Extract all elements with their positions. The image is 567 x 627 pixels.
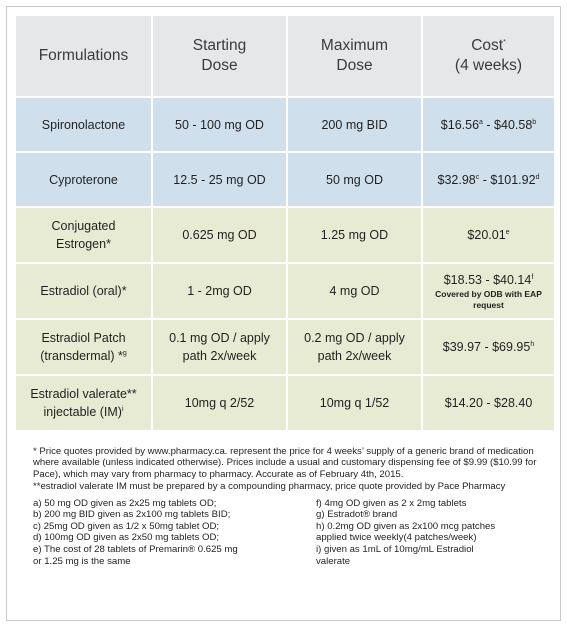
compounding-footnote: **estradiol valerate IM must be prepared by a compounding pharmacy, price quote provided by Pace Pharmacy	[33, 481, 506, 493]
header-maximum-dose: Maximum Dose	[288, 16, 421, 96]
note-item: applied twice weekly(4 patches/week)	[316, 532, 477, 544]
table-row	[16, 376, 554, 430]
coverage-note: Covered by ODB with EAP request	[435, 289, 542, 310]
lettered-notes	[33, 498, 548, 568]
header-formulations: Formulations	[16, 16, 151, 96]
formulation-name: Spironolactone	[16, 98, 151, 151]
table-row	[16, 98, 554, 151]
maximum-dose: 4 mg OD	[288, 264, 421, 318]
price-footnote: * Price quotes provided by www.pharmacy.ca. represent the price for 4 weeks’ supply of a generic brand of medication where available (unless indicated otherwise). Prices include a usual and customary dispensing fee of $9.99 ($10.99 for Pace), which may vary from pharmacy to pharmacy. Accurate as of February 4th, 2015.	[33, 446, 537, 480]
note-item: c) 25mg OD given as 1/2 x 50mg tablet OD;	[33, 520, 220, 532]
notes-left-column	[33, 498, 316, 568]
cost: $32.98$^c$ - $101.92$^d$	[423, 153, 554, 206]
formulation-name: Cyproterone	[16, 153, 151, 206]
formulation-name: Estradiol valerate** injectable (IM)$^i$	[16, 376, 151, 430]
note-item: g) Estradot® brand	[316, 509, 398, 521]
header-cost: Cost* (4 weeks)	[423, 16, 554, 96]
header-starting-dose: Starting Dose	[153, 16, 286, 96]
note-item: f) 4mg OD given as 2 x 2mg tablets	[316, 497, 467, 509]
maximum-dose: 50 mg OD	[288, 153, 421, 206]
starting-dose: 0.1 mg OD / apply path 2x/week	[153, 320, 286, 374]
note-item: e) The cost of 28 tablets of Premarin® 0.625 mg	[33, 544, 238, 555]
note-item: or 1.25 mg is the same	[33, 555, 131, 567]
starting-dose: 1 - 2mg OD	[153, 264, 286, 318]
maximum-dose: 200 mg BID	[288, 98, 421, 151]
starting-dose: 12.5 - 25 mg OD	[153, 153, 286, 206]
table-row	[16, 264, 554, 318]
formulation-name: Estradiol (oral)*	[16, 264, 151, 318]
maximum-dose: 0.2 mg OD / apply path 2x/week	[288, 320, 421, 374]
cost: $39.97 - $69.95$^h$	[423, 320, 554, 374]
cost: $18.53 - $40.14$^f$ Covered by ODB with EAP request	[423, 264, 554, 318]
note-item: d) 100mg OD given as 2x50 mg tablets OD;	[33, 532, 220, 544]
footnotes	[33, 446, 548, 567]
cost: $16.56$^a$ - $40.58$^b$	[423, 98, 554, 151]
notes-right-column	[316, 498, 548, 568]
starting-dose: 50 - 100 mg OD	[153, 98, 286, 151]
table-row	[16, 153, 554, 206]
maximum-dose: 10mg q 1/52	[288, 376, 421, 430]
formulation-name: Conjugated Estrogen*	[16, 208, 151, 262]
note-item: valerate	[316, 555, 351, 567]
starting-dose: 0.625 mg OD	[153, 208, 286, 262]
note-item: a) 50 mg OD given as 2x25 mg tablets OD;	[33, 497, 217, 509]
cost: $14.20 - $28.40	[423, 376, 554, 430]
maximum-dose: 1.25 mg OD	[288, 208, 421, 262]
note-item: h) 0.2mg OD given as 2x100 mcg patches	[316, 520, 496, 532]
header-row	[16, 16, 554, 96]
table-row	[16, 208, 554, 262]
cost: $20.01e	[423, 208, 554, 262]
note-item: i) given as 1mL of 10mg/mL Estradiol	[316, 544, 474, 555]
formulation-name: Estradiol Patch (transdermal) *$^g$	[16, 320, 151, 374]
note-item: b) 200 mg BID given as 2x100 mg tablets BID;	[33, 509, 231, 521]
starting-dose: 10mg q 2/52	[153, 376, 286, 430]
table-row	[16, 320, 554, 374]
formulations-table	[14, 14, 556, 432]
